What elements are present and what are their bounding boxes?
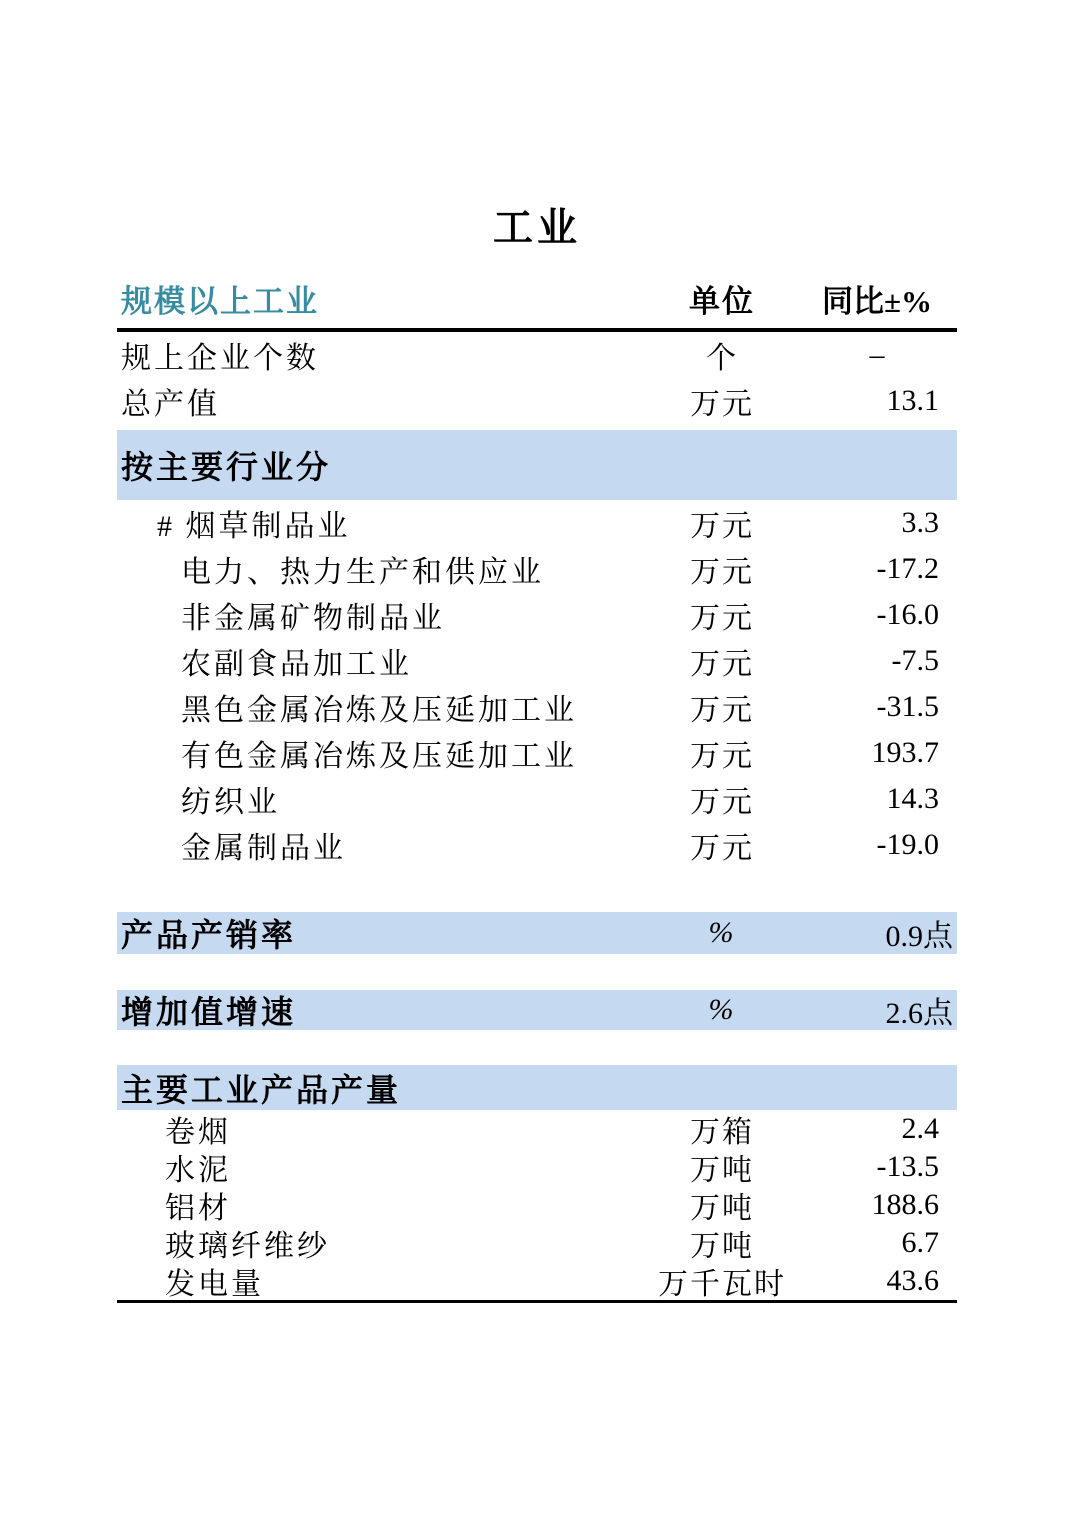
row-label: 农副食品加工业 bbox=[181, 648, 412, 681]
table-row bbox=[117, 500, 957, 546]
row-label: 规上企业个数 bbox=[121, 342, 319, 375]
row-unit: 万元 bbox=[690, 648, 754, 681]
table-row bbox=[117, 638, 957, 684]
row-unit: 万箱 bbox=[690, 1116, 754, 1149]
row-unit: 万元 bbox=[690, 740, 754, 773]
row-value: 3.3 bbox=[901, 506, 939, 539]
row-label: 有色金属冶炼及压延加工业 bbox=[181, 740, 577, 773]
row-value: -16.0 bbox=[876, 598, 939, 631]
table-body bbox=[117, 332, 957, 1300]
row-value: 14.3 bbox=[886, 782, 939, 815]
table-row bbox=[117, 332, 957, 378]
row-label: 主要工业产品产量 bbox=[121, 1071, 402, 1108]
row-value: -17.2 bbox=[876, 552, 939, 585]
row-label: 发电量 bbox=[165, 1268, 264, 1301]
row-unit: 万千瓦时 bbox=[658, 1268, 786, 1301]
row-label: 水泥 bbox=[165, 1154, 231, 1187]
table-row bbox=[117, 776, 957, 822]
row-value: 6.7 bbox=[901, 1226, 939, 1259]
row-value: 13.1 bbox=[886, 384, 939, 417]
row-value: 43.6 bbox=[886, 1264, 939, 1297]
row-value: 0.9点 bbox=[885, 920, 953, 953]
row-value: 193.7 bbox=[871, 736, 939, 769]
row-unit: 万吨 bbox=[690, 1154, 754, 1187]
row-value: -31.5 bbox=[876, 690, 939, 723]
column-header-group: 规模以上工业 bbox=[121, 283, 319, 319]
table-row bbox=[117, 1148, 957, 1186]
row-label: # 烟草制品业 bbox=[157, 510, 351, 543]
section-header-row bbox=[117, 430, 957, 500]
table-row bbox=[117, 1224, 957, 1262]
row-label: 产品产销率 bbox=[121, 917, 297, 953]
column-header-unit: 单位 bbox=[689, 283, 755, 319]
industry-table bbox=[117, 268, 957, 1303]
row-unit: 万元 bbox=[690, 786, 754, 819]
table-row bbox=[117, 1186, 957, 1224]
row-spacer bbox=[117, 868, 957, 912]
row-value: -19.0 bbox=[876, 828, 939, 861]
row-unit: 万吨 bbox=[690, 1192, 754, 1225]
table-row bbox=[117, 730, 957, 776]
row-value: 188.6 bbox=[871, 1188, 939, 1221]
row-unit: 万元 bbox=[690, 694, 754, 727]
row-label: 电力、热力生产和供应业 bbox=[181, 556, 544, 589]
row-value: -7.5 bbox=[891, 644, 939, 677]
table-row bbox=[117, 592, 957, 638]
row-label: 增加值增速 bbox=[121, 994, 297, 1030]
row-label: 按主要行业分 bbox=[121, 449, 332, 485]
row-value: -13.5 bbox=[876, 1150, 939, 1183]
table-row bbox=[117, 684, 957, 730]
table-row bbox=[117, 990, 957, 1030]
row-label: 铝材 bbox=[165, 1192, 231, 1225]
column-header-yoy: 同比±% bbox=[821, 283, 932, 319]
row-value: 2.4 bbox=[901, 1112, 939, 1145]
row-unit: 万元 bbox=[690, 832, 754, 865]
row-unit: % bbox=[708, 993, 736, 1026]
section-header-row bbox=[117, 1065, 957, 1110]
row-unit: 个 bbox=[706, 342, 738, 375]
row-label: 玻璃纤维纱 bbox=[165, 1230, 330, 1263]
row-spacer bbox=[117, 954, 957, 990]
row-label: 纺织业 bbox=[181, 786, 280, 819]
row-value: 2.6点 bbox=[885, 997, 953, 1030]
row-label: 金属制品业 bbox=[181, 832, 346, 865]
row-label: 总产值 bbox=[121, 388, 220, 421]
table-row bbox=[117, 378, 957, 424]
table-header-row bbox=[117, 268, 957, 332]
row-value: – bbox=[869, 338, 885, 371]
page-title: 工业 bbox=[493, 205, 581, 250]
row-unit: 万吨 bbox=[690, 1230, 754, 1263]
table-row bbox=[117, 1110, 957, 1148]
table-row bbox=[117, 912, 957, 954]
row-spacer bbox=[117, 1030, 957, 1065]
row-unit: % bbox=[708, 916, 736, 949]
table-row bbox=[117, 1262, 957, 1300]
row-label: 黑色金属冶炼及压延加工业 bbox=[181, 694, 577, 727]
row-unit: 万元 bbox=[690, 388, 754, 421]
row-unit: 万元 bbox=[690, 556, 754, 589]
row-label: 卷烟 bbox=[165, 1116, 231, 1149]
table-row bbox=[117, 822, 957, 868]
table-row bbox=[117, 546, 957, 592]
row-unit: 万元 bbox=[690, 510, 754, 543]
row-unit: 万元 bbox=[690, 602, 754, 635]
row-label: 非金属矿物制品业 bbox=[181, 602, 445, 635]
